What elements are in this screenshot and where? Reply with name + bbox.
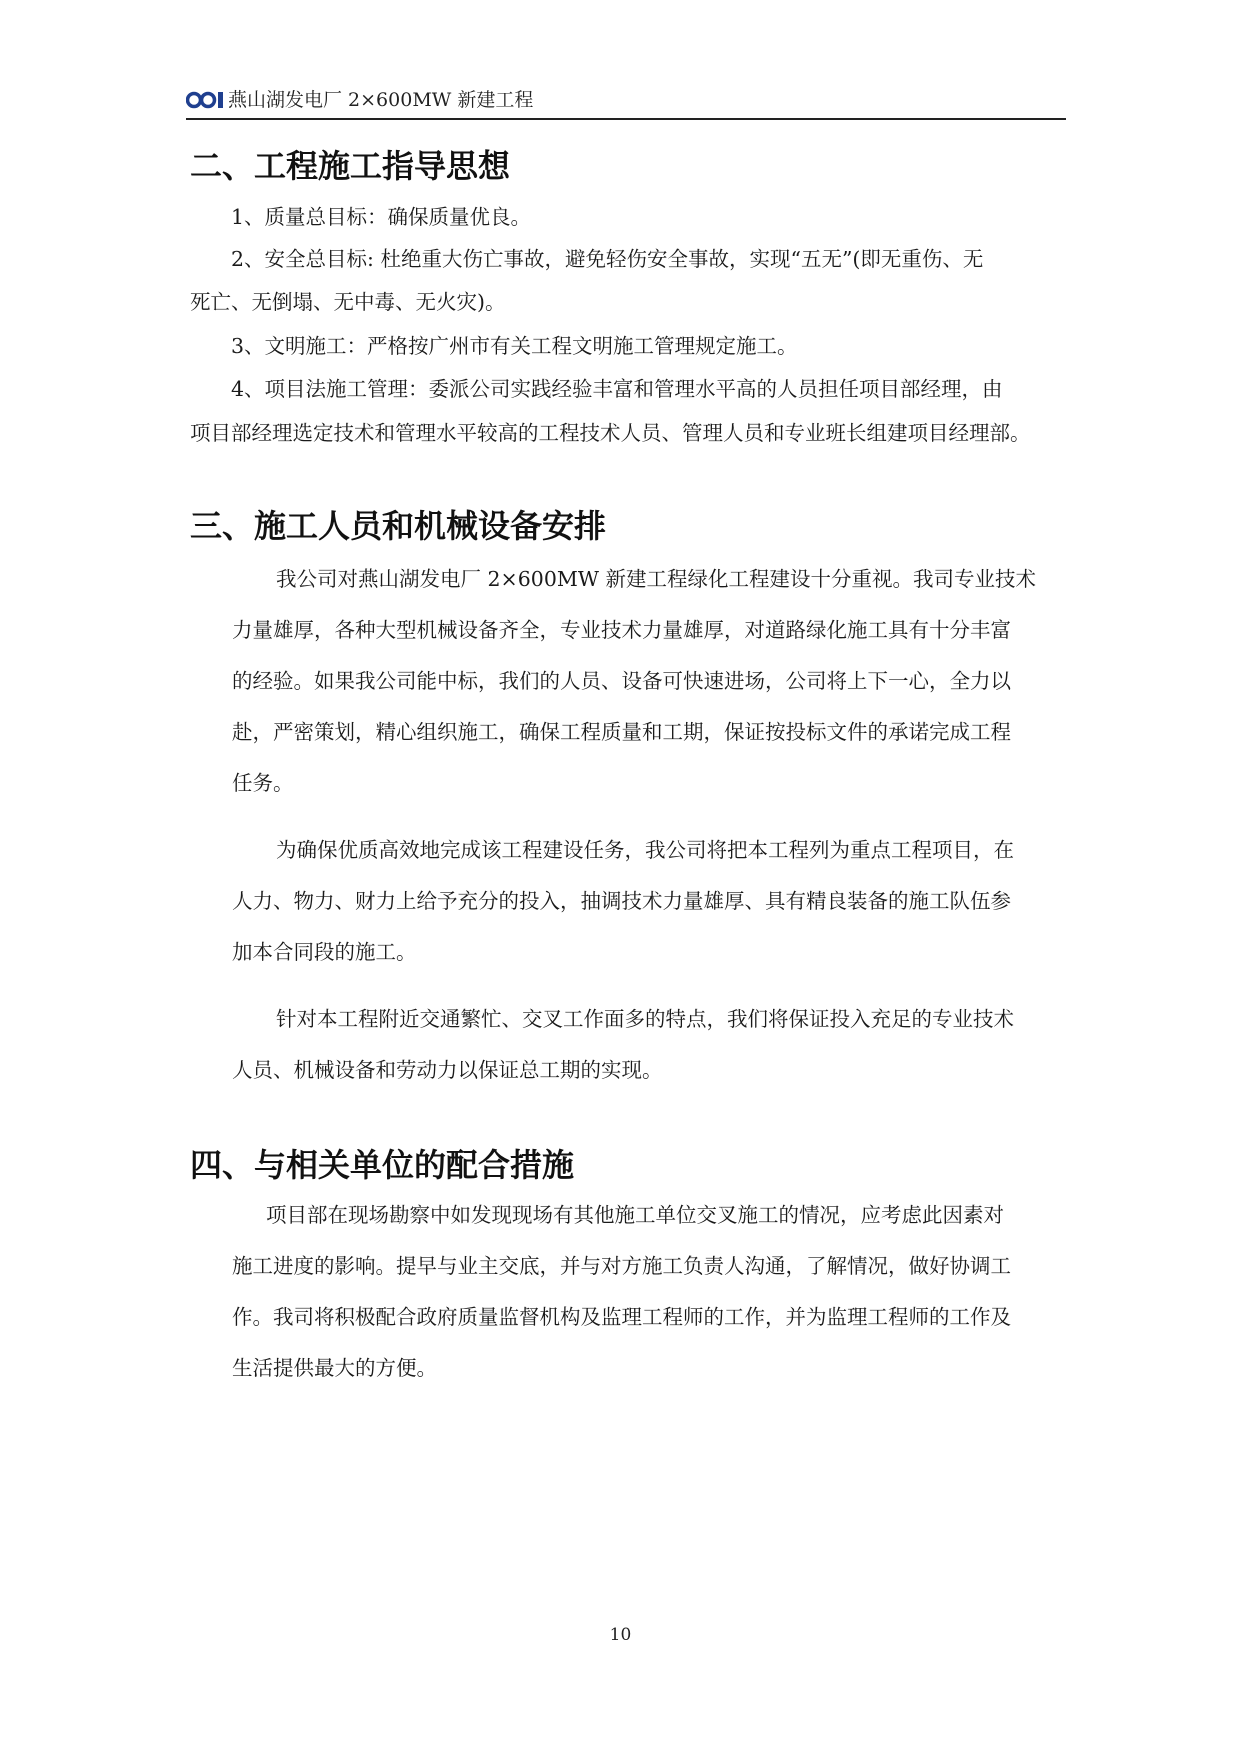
- page-number: 10: [609, 1625, 632, 1645]
- paragraph-line: 加本合同段的施工。: [232, 940, 417, 964]
- paragraph-line: 3、文明施工：严格按广州市有关工程文明施工管理规定施工。: [231, 334, 798, 358]
- section-heading: 二、工程施工指导思想: [190, 147, 511, 185]
- paragraph-line: 死亡、无倒塌、无中毒、无火灾)。: [190, 290, 506, 314]
- paragraph-line: 为确保优质高效地完成该工程建设任务，我公司将把本工程列为重点工程项目，在: [276, 838, 1014, 862]
- paragraph-line: 4、项目法施工管理：委派公司实践经验丰富和管理水平高的人员担任项目部经理，由: [231, 377, 1003, 401]
- header-title: 燕山湖发电厂 2×600MW 新建工程: [228, 89, 534, 111]
- section-heading: 三、施工人员和机械设备安排: [190, 507, 607, 545]
- section-heading: 四、与相关单位的配合措施: [190, 1146, 575, 1184]
- paragraph-line: 我公司对燕山湖发电厂 2×600MW 新建工程绿化工程建设十分重视。我司专业技术: [276, 567, 1036, 591]
- company-logo-icon: [186, 90, 230, 110]
- paragraph-line: 项目部在现场勘察中如发现现场有其他施工单位交叉施工的情况，应考虑此因素对: [266, 1203, 1004, 1227]
- paragraph-line: 的经验。如果我公司能中标，我们的人员、设备可快速进场，公司将上下一心，全力以: [232, 669, 1011, 693]
- paragraph-line: 针对本工程附近交通繁忙、交叉工作面多的特点，我们将保证投入充足的专业技术: [276, 1007, 1014, 1031]
- paragraph-line: 施工进度的影响。提早与业主交底，并与对方施工负责人沟通，了解情况，做好协调工: [232, 1254, 1011, 1278]
- paragraph-line: 项目部经理选定技术和管理水平较高的工程技术人员、管理人员和专业班长组建项目经理部。: [190, 421, 1031, 445]
- paragraph-line: 作。我司将积极配合政府质量监督机构及监理工程师的工作，并为监理工程师的工作及: [232, 1305, 1011, 1329]
- paragraph-line: 2、安全总目标: 杜绝重大伤亡事故，避免轻伤安全事故，实现“五无”(即无重伤、无: [231, 247, 984, 271]
- paragraph-line: 生活提供最大的方便。: [232, 1356, 437, 1380]
- paragraph-line: 赴，严密策划，精心组织施工，确保工程质量和工期，保证按投标文件的承诺完成工程: [232, 720, 1011, 744]
- paragraph-line: 人力、物力、财力上给予充分的投入，抽调技术力量雄厚、具有精良装备的施工队伍参: [232, 889, 1011, 913]
- paragraph-line: 人员、机械设备和劳动力以保证总工期的实现。: [232, 1058, 663, 1082]
- paragraph-line: 力量雄厚，各种大型机械设备齐全，专业技术力量雄厚，对道路绿化施工具有十分丰富: [232, 618, 1011, 642]
- paragraph-line: 任务。: [232, 771, 294, 795]
- paragraph-line: 1、质量总目标：确保质量优良。: [231, 205, 532, 229]
- page-header: [186, 84, 1066, 120]
